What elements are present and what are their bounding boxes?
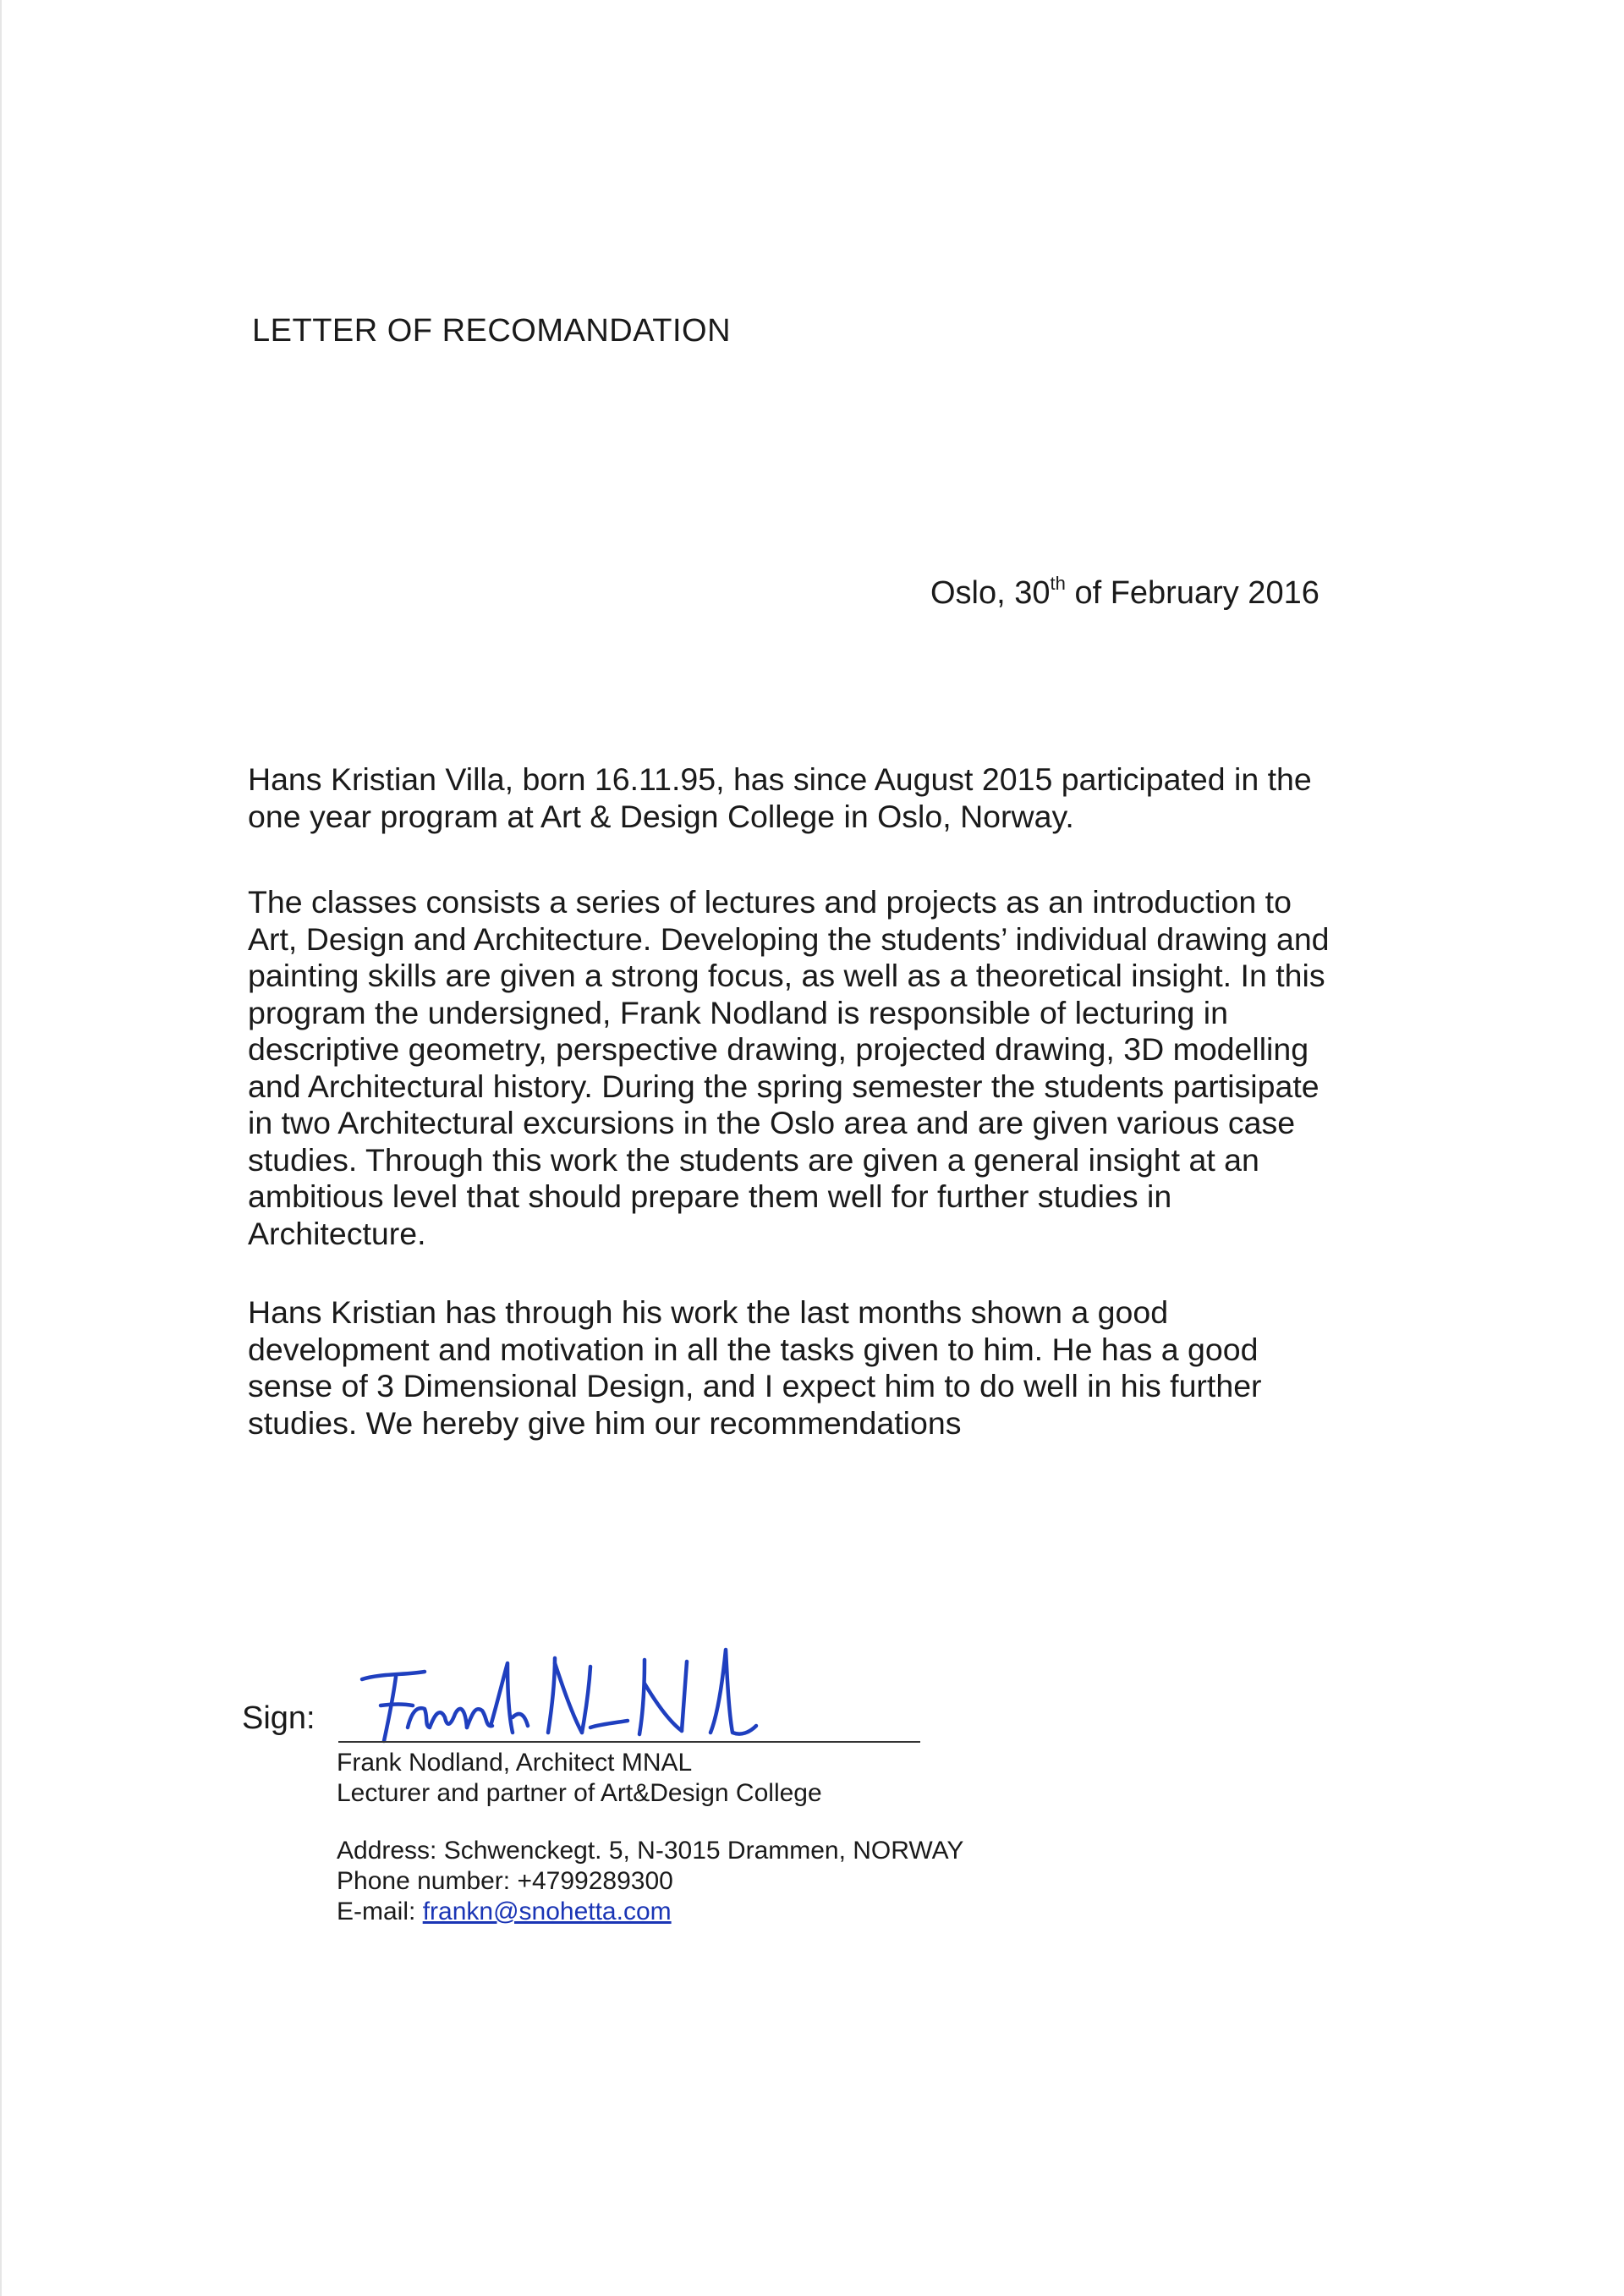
date-rest: of February 2016 (1065, 575, 1320, 611)
contact-details (337, 1836, 963, 1927)
signature-line (338, 1741, 920, 1743)
date-prefix: Oslo, 30 (930, 575, 1051, 611)
paragraph-line: Hans Kristian has through his work the last months shown a good (248, 1294, 1169, 1330)
signatory-details (337, 1748, 822, 1809)
contact-phone: Phone number: +4799289300 (337, 1867, 673, 1895)
signatory-name: Frank Nodland, Architect MNAL (337, 1749, 693, 1777)
paragraph-program-description (248, 884, 1398, 1252)
paragraph-line: painting skills are given a strong focus, as well as a theoretical insight. In this (248, 958, 1325, 993)
letter-title: LETTER OF RECOMANDATION (252, 313, 732, 349)
paragraph-line: studies. Through this work the students are given a general insight at an (248, 1141, 1259, 1178)
email-label: E-mail: (337, 1898, 423, 1925)
date-ordinal-suffix: th (1050, 573, 1066, 594)
paragraph-line: Art, Design and Architecture. Developing the students’ individual drawing and (248, 920, 1330, 957)
paragraph-line: and Architectural history. During the spring semester the students partisipate (248, 1068, 1320, 1104)
paragraph-line: Hans Kristian Villa, born 16.11.95, has since August 2015 participated in the (248, 761, 1312, 797)
paragraph-recommendation (248, 1294, 1398, 1442)
paragraph-line: in two Architectural excursions in the Oslo area and are given various case (248, 1105, 1296, 1140)
scan-edge (0, 0, 2, 2296)
paragraph-line: sense of 3 Dimensional Design, and I expect him to do well in his further (248, 1368, 1262, 1403)
contact-email-row (337, 1897, 963, 1927)
sign-label: Sign: (242, 1700, 315, 1736)
letter-date (930, 575, 1320, 612)
paragraph-line: Architecture. (248, 1215, 426, 1251)
paragraph-introduction (248, 761, 1398, 835)
email-link[interactable]: frankn@snohetta.com (422, 1898, 672, 1925)
paragraph-line: studies. We hereby give him our recommendations (248, 1404, 962, 1441)
paragraph-line: The classes consists a series of lectures and projects as an introduction to (248, 884, 1292, 920)
paragraph-line: development and motivation in all the tasks given to him. He has a good (248, 1331, 1259, 1367)
paragraph-line: ambitious level that should prepare them well for further studies in (248, 1178, 1172, 1214)
signatory-role: Lecturer and partner of Art&Design College (337, 1779, 822, 1807)
contact-address: Address: Schwenckegt. 5, N-3015 Drammen, NORWAY (337, 1837, 964, 1865)
paragraph-line: one year program at Art & Design College in Oslo, Norway. (248, 798, 1074, 834)
paragraph-line: program the undersigned, Frank Nodland is responsible of lecturing in (248, 994, 1228, 1030)
paragraph-line: descriptive geometry, perspective drawing, projected drawing, 3D modelling (248, 1031, 1309, 1067)
